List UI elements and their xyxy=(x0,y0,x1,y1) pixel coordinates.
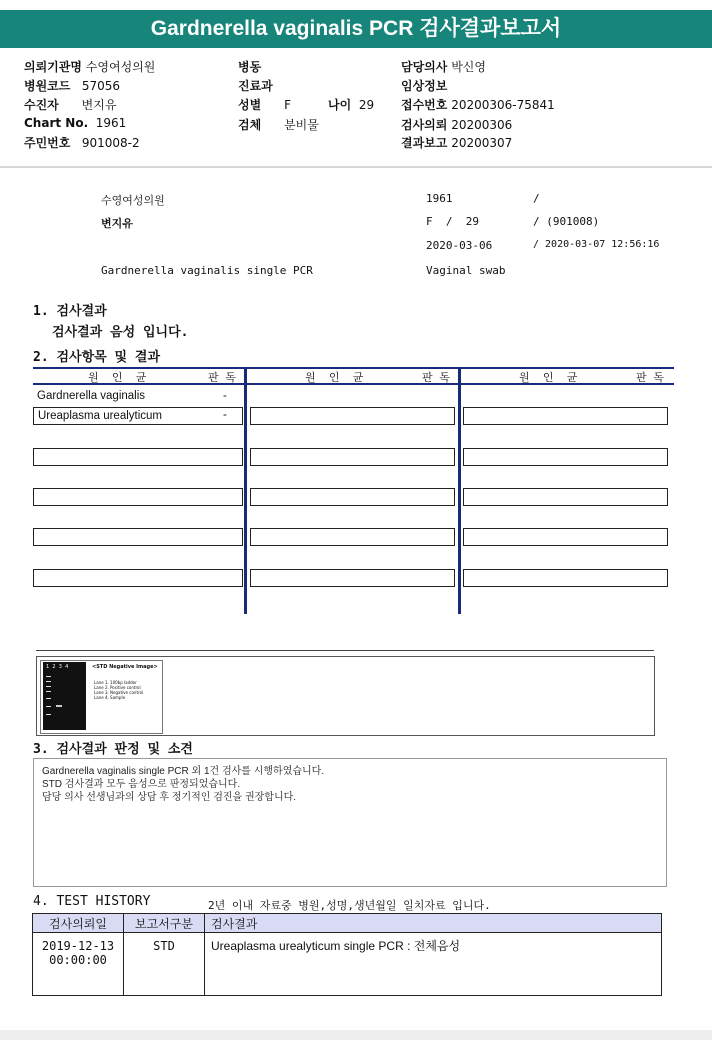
page-bottom-bar xyxy=(0,1030,712,1040)
gel-image xyxy=(43,662,86,730)
info-report-date: 결과보고 20200307 xyxy=(401,136,513,150)
col-header-judgement-2: 판 독 xyxy=(422,371,450,384)
summary-slash: / xyxy=(533,192,540,205)
history-note: 2년 이내 자료중 병원,성명,생년월일 일치자료 입니다. xyxy=(208,899,491,912)
info-resident-no: 주민번호 901008-2 xyxy=(24,136,140,150)
col-header-judgement-1: 판 독 xyxy=(208,371,236,384)
col-header-organism-1: 원 인 균 xyxy=(88,371,147,384)
table-row xyxy=(33,933,662,996)
organism-result: - xyxy=(223,390,227,402)
info-clinical: 임상정보 xyxy=(401,79,448,93)
history-table xyxy=(32,913,662,996)
column-divider xyxy=(458,367,461,614)
info-patient: 수진자 변지유 xyxy=(24,98,117,112)
empty-cell xyxy=(250,448,455,466)
summary-test: Gardnerella vaginalis single PCR xyxy=(101,264,313,277)
empty-cell xyxy=(250,488,455,506)
summary-chart: 1961 xyxy=(426,192,453,205)
gel-legend: Lane 1. 100bp ladder Lane 2. Positive control Lane 3. Negative control Lane 4. Sample xyxy=(94,680,144,700)
history-date: 2019-12-13 00:00:00 xyxy=(33,933,124,996)
section4-title: 4. TEST HISTORY xyxy=(33,894,151,909)
empty-cell xyxy=(463,448,668,466)
section3-title: 3. 검사결과 판정 및 소견 xyxy=(33,742,193,757)
history-type: STD xyxy=(124,933,205,996)
col-header-judgement-3: 판 독 xyxy=(636,371,664,384)
empty-cell xyxy=(250,569,455,587)
info-department: 진료과 xyxy=(238,79,273,93)
summary-clinic: 수영여성의원 xyxy=(101,194,165,207)
empty-cell xyxy=(250,528,455,546)
history-header-type: 보고서구분 xyxy=(124,914,205,933)
col-header-organism-2: 원 인 균 xyxy=(305,371,364,384)
empty-cell xyxy=(33,488,243,506)
section1-title: 1. 검사결과 xyxy=(33,304,107,319)
summary-reported: / 2020-03-07 12:56:16 xyxy=(533,239,660,250)
info-ward: 병동 xyxy=(238,60,262,74)
opinion-text: Gardnerella vaginalis single PCR 외 1건 검사를 시행하였습니다. STD 검사결과 모두 음성으로 판정되었습니다. 담당 의사 선생님과의 상담 후 정기적인 검진을 권장합니다. xyxy=(42,766,325,803)
organism-result: - xyxy=(223,409,227,421)
info-age: 나이 29 xyxy=(328,98,375,112)
organism-name: Ureaplasma urealyticum xyxy=(33,407,243,425)
history-header-date: 검사의뢰일 xyxy=(33,914,124,933)
summary-received: 2020-03-06 xyxy=(426,239,493,252)
info-chart-no: Chart No. 1961 xyxy=(24,116,127,130)
history-header-result: 검사결과 xyxy=(205,914,662,933)
section1-result: 검사결과 음성 입니다. xyxy=(52,325,189,340)
empty-cell xyxy=(463,407,668,425)
col-header-organism-3: 원 인 균 xyxy=(519,371,578,384)
info-request-date: 검사의뢰 20200306 xyxy=(401,118,513,132)
info-receipt-no: 접수번호 20200306-75841 xyxy=(401,98,555,112)
summary-birth: / (901008) xyxy=(533,215,600,228)
column-divider xyxy=(244,367,247,614)
info-sex: 성별 F xyxy=(238,98,291,112)
info-doctor: 담당의사 박신영 xyxy=(401,60,486,74)
summary-sex-age: F / 29 xyxy=(426,215,479,228)
info-specimen: 검체 분비물 xyxy=(238,118,319,132)
info-hospital-code: 병원코드 57056 xyxy=(24,79,121,93)
section-divider xyxy=(36,650,654,651)
empty-cell xyxy=(33,448,243,466)
summary-name: 변지유 xyxy=(101,217,133,230)
section2-title: 2. 검사항목 및 결과 xyxy=(33,350,161,365)
history-result: Ureaplasma urealyticum single PCR : 전체음성 xyxy=(205,933,662,996)
empty-cell xyxy=(463,488,668,506)
empty-cell xyxy=(33,569,243,587)
summary-specimen: Vaginal swab xyxy=(426,264,506,277)
gel-title: <STD Negative Image> xyxy=(92,664,158,670)
info-clinic: 의뢰기관명 수영여성의원 xyxy=(24,60,156,74)
empty-cell xyxy=(33,528,243,546)
header-divider xyxy=(0,166,712,168)
empty-cell xyxy=(463,528,668,546)
gel-lane-numbers: 1 2 3 4 xyxy=(46,664,69,670)
empty-cell xyxy=(463,569,668,587)
empty-cell xyxy=(250,407,455,425)
report-title: Gardnerella vaginalis PCR 검사결과보고서 xyxy=(0,10,712,48)
organism-name: Gardnerella vaginalis xyxy=(37,390,146,402)
